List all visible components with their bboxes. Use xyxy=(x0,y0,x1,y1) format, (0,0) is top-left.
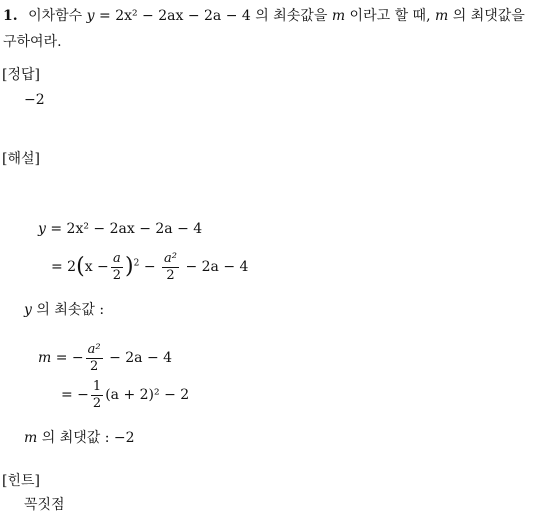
line2-minus: − xyxy=(143,259,156,275)
max-text: 의 최댓값 : −2 xyxy=(41,430,135,446)
m-tail: − 2a − 4 xyxy=(109,350,173,366)
m2-frac: $\frac{1}{2}$ xyxy=(92,378,102,411)
hint-text: 꼭짓점 xyxy=(24,497,65,513)
line2-frac-2: $\frac{\text{a²}}{2}$ xyxy=(164,250,177,283)
answer-value: −2 xyxy=(24,92,45,108)
question-text-d: 의 최댓값을 구하여라. xyxy=(3,8,525,50)
question-text-a: 이차함수 xyxy=(28,8,83,24)
question-number: 1. xyxy=(3,8,18,24)
m-frac: $\frac{\text{a²}}{2}$ xyxy=(87,341,101,374)
solution-line-2 xyxy=(51,248,248,286)
solution-m-line-2 xyxy=(61,376,189,414)
max-var: m xyxy=(24,430,38,446)
m2-eq: = − xyxy=(61,387,89,403)
question-func-rhs: = 2x² − 2ax − 2a − 4 xyxy=(99,8,251,24)
answer-header: [정답] xyxy=(2,67,40,83)
min-label-text: 의 최솟값 : xyxy=(36,302,105,318)
paren-close: ) xyxy=(125,254,134,279)
question-var-m-2: m xyxy=(434,8,449,24)
question-text-b: 의 최솟값을 xyxy=(255,8,328,24)
line1-rhs: = 2x² − 2ax − 2a − 4 xyxy=(50,221,203,237)
solution-m-line-1 xyxy=(38,339,172,377)
line2-prefix: = 2 xyxy=(51,259,77,275)
min-label-var: y xyxy=(24,302,32,318)
hint-header: [힌트] xyxy=(2,473,40,489)
solution-header: [해설] xyxy=(2,151,40,167)
question-text-c: 이라고 할 때, xyxy=(349,8,431,24)
m-eq: = − xyxy=(55,350,84,366)
question-func-y: y xyxy=(86,8,95,24)
max-line xyxy=(24,431,135,445)
solution-line-1 xyxy=(38,222,202,236)
line2-tail: − 2a − 4 xyxy=(185,259,249,275)
question-var-m: m xyxy=(331,8,346,24)
line2-inner: x − xyxy=(84,259,109,275)
question xyxy=(3,3,531,55)
line2-frac-1: $\frac{a}{2}$ xyxy=(112,250,122,283)
line2-exp: 2 xyxy=(133,258,140,269)
m2-tail: (a + 2)² − 2 xyxy=(105,387,190,403)
min-label xyxy=(24,303,104,317)
paren-open: ( xyxy=(76,254,85,279)
m-lhs: m xyxy=(38,350,52,366)
line1-lhs: y xyxy=(38,221,46,237)
